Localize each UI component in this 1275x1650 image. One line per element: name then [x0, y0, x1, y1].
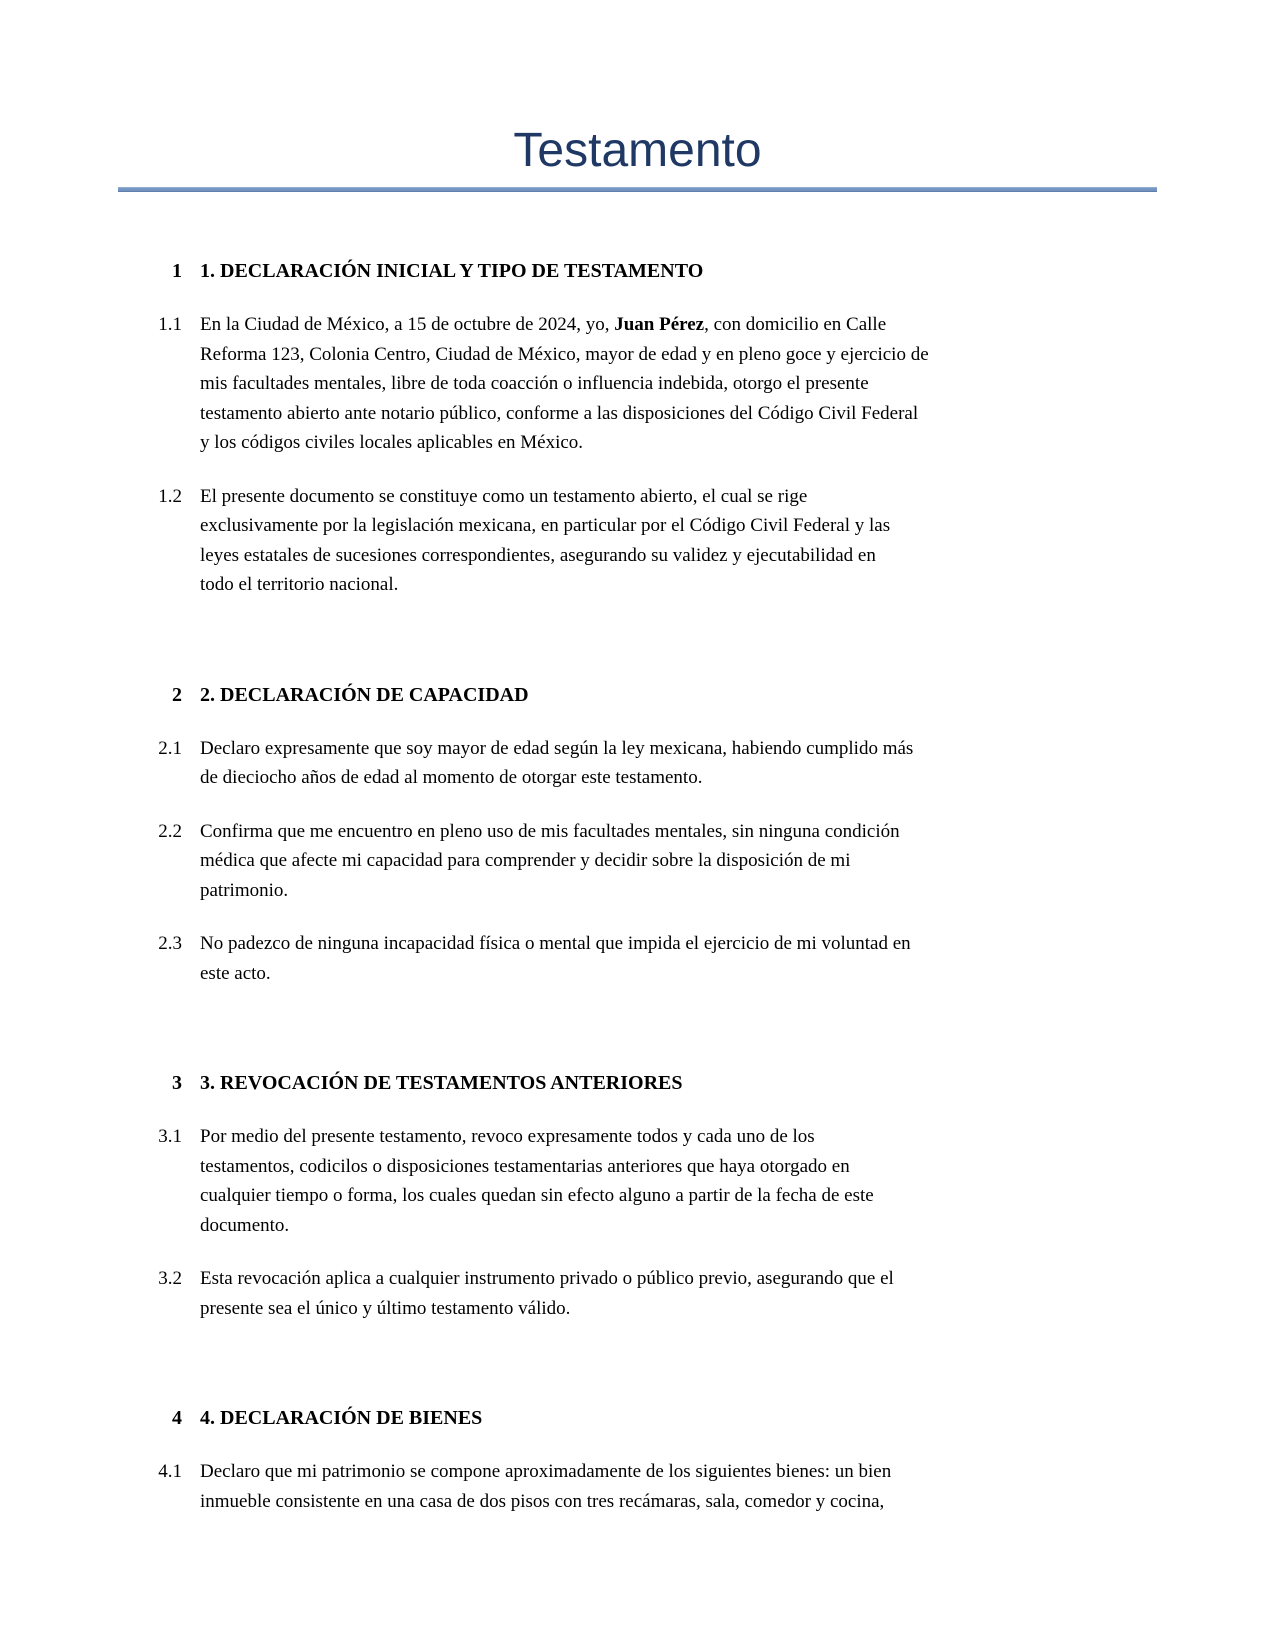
section-number: 4: [172, 1407, 182, 1430]
clause-row: [132, 734, 1095, 793]
text-line: Esta revocación aplica a cualquier instrumento privado o público previo, asegurando que el: [200, 1268, 894, 1290]
text-line: exclusivamente por la legislación mexicana, en particular por el Código Civil Federal y las: [200, 515, 891, 537]
text-line: inmueble consistente en una casa de dos pisos con tres recámaras, sala, comedor y cocina,: [200, 1490, 885, 1512]
clause-row: [132, 482, 1095, 600]
section-number: 1: [172, 260, 182, 283]
text-line: todo el territorio nacional.: [200, 574, 399, 596]
bold-name-text: Juan Pérez: [614, 314, 705, 336]
text-segment: En la Ciudad de México, a 15 de octubre de 2024, yo,: [200, 314, 615, 336]
text-line: testamentos, codicilos o disposiciones testamentarias anteriores que haya otorgado en: [200, 1155, 850, 1177]
clause-text: [200, 1457, 1095, 1516]
text-line: El presente documento se constituye como un testamento abierto, el cual se rige: [200, 485, 808, 507]
section-number: 2: [172, 683, 182, 706]
document-body: [0, 192, 1275, 1540]
section-heading: [132, 1403, 1095, 1433]
text-line: patrimonio.: [200, 879, 289, 901]
text-line: médica que afecte mi capacidad para comprender y decidir sobre la disposición de mi: [200, 850, 851, 872]
clause-number: 2.1: [158, 737, 182, 759]
section-heading-text: 1. DECLARACIÓN INICIAL Y TIPO DE TESTAMENTO: [200, 260, 704, 283]
text-line: documento.: [200, 1214, 290, 1236]
section-heading: [132, 680, 1095, 710]
clause-number: 4.1: [158, 1461, 182, 1483]
text-segment: , con domicilio en Calle: [704, 314, 887, 336]
clause-number: 2.3: [158, 933, 182, 955]
clause-text: [200, 817, 1095, 906]
text-line: este acto.: [200, 962, 271, 984]
text-line: de dieciocho años de edad al momento de otorgar este testamento.: [200, 767, 703, 789]
clause-number: 3.2: [158, 1268, 182, 1290]
text-line: y los códigos civiles locales aplicables en México.: [200, 432, 584, 454]
document-header: [0, 0, 1275, 192]
text-line: Declaro expresamente que soy mayor de edad según la ley mexicana, habiendo cumplido más: [200, 737, 914, 759]
clause-row: [132, 817, 1095, 906]
text-line: presente sea el único y último testamento válido.: [200, 1297, 571, 1319]
section-heading-text: 3. REVOCACIÓN DE TESTAMENTOS ANTERIORES: [200, 1072, 683, 1095]
clause-text: [200, 482, 1095, 600]
clause-number: 3.1: [158, 1126, 182, 1148]
text-line: testamento abierto ante notario público, conforme a las disposiciones del Código Civil Federal: [200, 402, 919, 424]
text-line: Confirma que me encuentro en pleno uso de mis facultades mentales, sin ninguna condición: [200, 820, 900, 842]
section-heading: [132, 256, 1095, 286]
clause-number: 1.1: [158, 314, 182, 336]
clause-row: [132, 1122, 1095, 1240]
clause-text: [200, 310, 1095, 458]
clause-text: [200, 734, 1095, 793]
page-title: Testamento: [513, 124, 762, 177]
clause-text: [200, 929, 1095, 988]
section-heading-text: 4. DECLARACIÓN DE BIENES: [200, 1407, 483, 1430]
clause-number: 2.2: [158, 820, 182, 842]
text-line: [200, 310, 1095, 340]
section-heading: [132, 1068, 1095, 1098]
text-line: Por medio del presente testamento, revoco expresamente todos y cada uno de los: [200, 1126, 815, 1148]
section-number: 3: [172, 1072, 182, 1095]
text-line: Declaro que mi patrimonio se compone aproximadamente de los siguientes bienes: un bien: [200, 1461, 892, 1483]
text-line: leyes estatales de sucesiones correspondientes, asegurando su validez y ejecutabilidad en: [200, 544, 876, 566]
text-line: cualquier tiempo o forma, los cuales quedan sin efecto alguno a partir de la fecha de este: [200, 1185, 874, 1207]
clause-text: [200, 1122, 1095, 1240]
clause-row: [132, 310, 1095, 458]
text-line: mis facultades mentales, libre de toda coacción o influencia indebida, otorgo el presente: [200, 373, 869, 395]
section-heading-text: 2. DECLARACIÓN DE CAPACIDAD: [200, 683, 529, 706]
clause-row: [132, 1457, 1095, 1516]
clause-row: [132, 1264, 1095, 1323]
clause-row: [132, 929, 1095, 988]
text-line: No padezco de ninguna incapacidad física o mental que impida el ejercicio de mi voluntad en: [200, 933, 911, 955]
text-line: Reforma 123, Colonia Centro, Ciudad de México, mayor de edad y en pleno goce y ejercicio de: [200, 343, 929, 365]
clause-text: [200, 1264, 1095, 1323]
clause-number: 1.2: [158, 485, 182, 507]
